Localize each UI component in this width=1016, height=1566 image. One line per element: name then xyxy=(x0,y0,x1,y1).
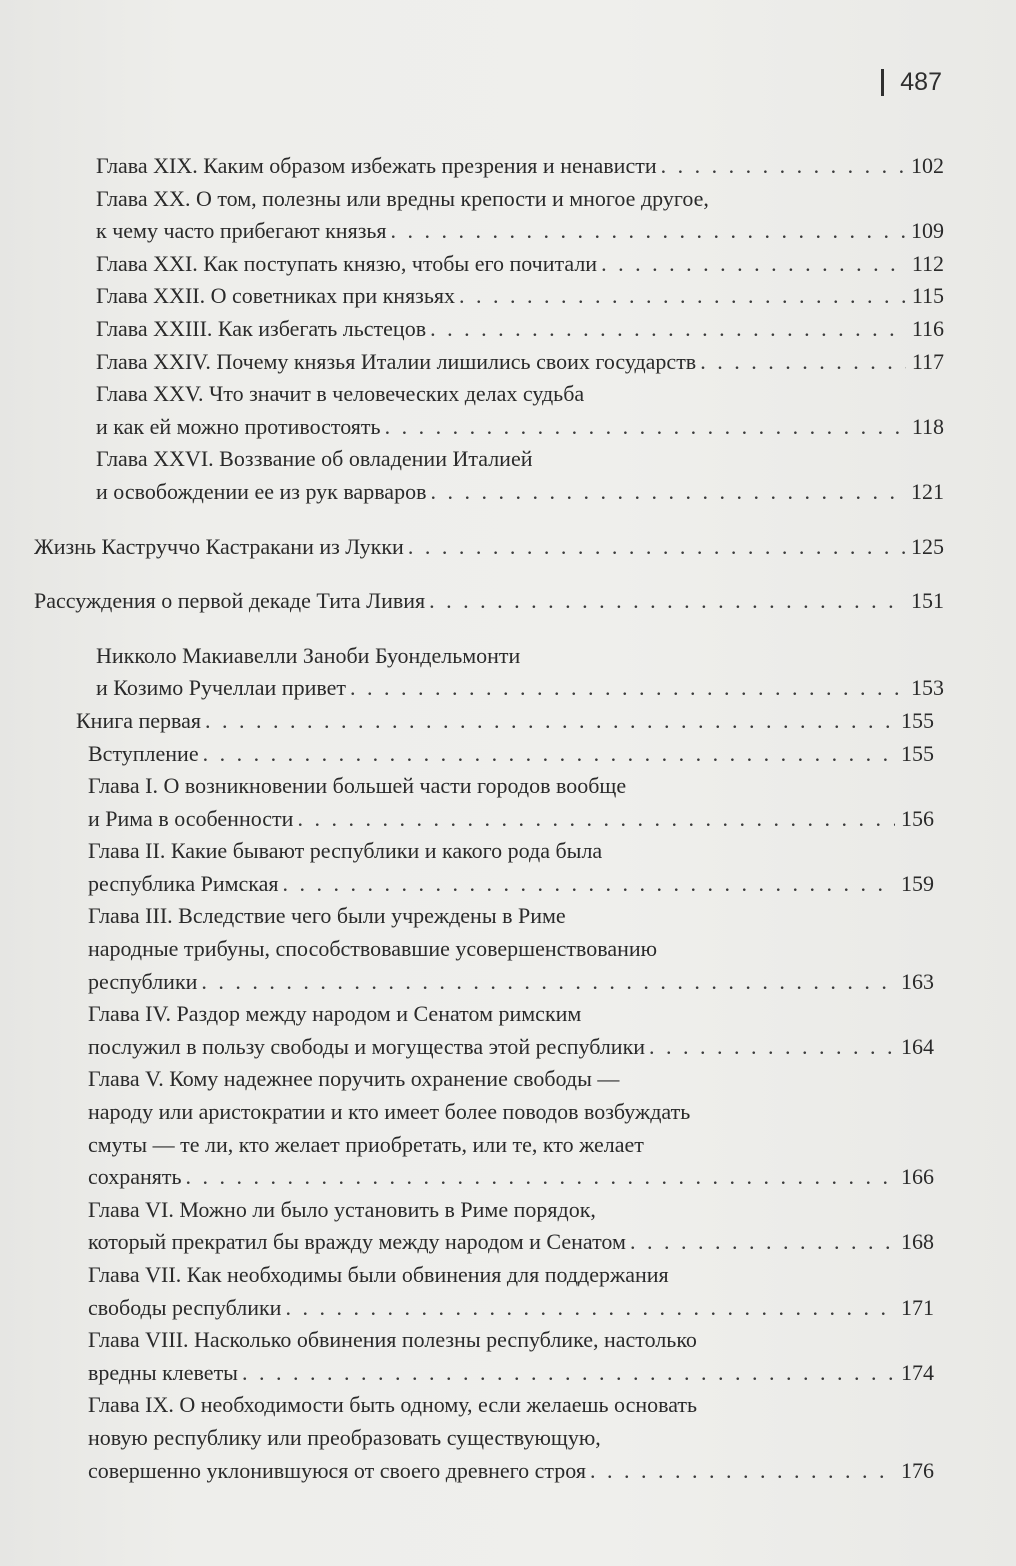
dot-leader xyxy=(385,411,906,444)
table-of-contents xyxy=(0,150,1016,1487)
toc-entry-title: и как ей можно противостоять xyxy=(96,413,381,439)
dot-leader xyxy=(205,705,895,738)
toc-entry-last-line xyxy=(76,705,934,738)
toc-entry-last-line xyxy=(88,1031,934,1064)
toc-entry-title: свободы республики xyxy=(88,1294,282,1320)
toc-entry-line: Глава III. Вследствие чего были учреждены в Риме xyxy=(88,903,566,929)
dot-leader xyxy=(283,868,895,901)
toc-entry-line: Глава VII. Как необходимы были обвинения для поддержания xyxy=(88,1262,669,1287)
toc-page-number: 102 xyxy=(911,153,944,178)
toc-entry xyxy=(0,443,1016,508)
toc-entry-title: Жизнь Каструччо Кастракани из Лукки xyxy=(34,533,404,559)
dot-leader xyxy=(285,1292,895,1325)
toc-entry-last-line xyxy=(96,150,944,183)
toc-entry-line: народные трибуны, способствовавшие усовершенствованию xyxy=(88,936,658,962)
toc-page-number: 153 xyxy=(911,675,944,701)
toc-entry-last-line xyxy=(88,1455,934,1488)
dot-leader xyxy=(408,531,905,564)
dot-leader xyxy=(700,346,906,379)
toc-entry-last-line xyxy=(96,411,944,444)
toc-entry-line: народу или аристократии и кто имеет более поводов возбуждать xyxy=(88,1099,691,1125)
dot-leader xyxy=(201,966,895,999)
toc-page-number: 159 xyxy=(901,870,934,896)
toc-entry xyxy=(0,150,1016,183)
toc-entry-line: Глава IV. Раздор между народом и Сенатом римским xyxy=(88,1001,582,1027)
toc-entry xyxy=(0,1324,1016,1389)
toc-entry-title: Глава XXIII. Как избегать льстецов xyxy=(96,315,427,341)
toc-entry-line: Глава I. О возникновении большей части городов вообще xyxy=(88,773,627,799)
dot-leader xyxy=(661,150,905,183)
toc-entry xyxy=(0,1389,1016,1487)
toc-entry-last-line xyxy=(96,248,944,281)
toc-entry xyxy=(0,640,1016,705)
toc-entry xyxy=(0,1259,1016,1324)
toc-page-number: 174 xyxy=(901,1359,934,1385)
toc-page-number: 166 xyxy=(901,1164,934,1190)
toc-entry-last-line xyxy=(96,280,944,313)
toc-entry-last-line xyxy=(96,215,944,248)
toc-page-number: 155 xyxy=(901,740,934,766)
toc-entry xyxy=(0,1194,1016,1259)
toc-page-number: 112 xyxy=(911,250,944,276)
toc-entry-line: смуты — те ли, кто желает приобретать, или те, кто желает xyxy=(88,1131,644,1157)
dot-leader xyxy=(630,1226,895,1259)
toc-entry-last-line xyxy=(96,346,944,379)
toc-entry xyxy=(0,900,1016,998)
toc-entry-last-line xyxy=(96,313,944,346)
toc-entry-last-line xyxy=(96,672,944,705)
toc-entry-title: Рассуждения о первой декаде Тита Ливия xyxy=(34,588,426,614)
toc-entry-title: сохранять xyxy=(88,1164,182,1190)
toc-entry xyxy=(0,585,1016,618)
toc-entry-title: и Козимо Ручеллаи привет xyxy=(96,675,346,701)
toc-entry-title: Книга первая xyxy=(76,707,202,733)
toc-entry-line: Глава II. Какие бывают республики и какого рода была xyxy=(88,838,603,864)
toc-entry xyxy=(0,738,1016,771)
toc-entry-line: Глава V. Кому надежнее поручить охранение свободы — xyxy=(88,1066,620,1092)
dot-leader xyxy=(430,313,906,346)
toc-page-number: 171 xyxy=(901,1294,934,1320)
toc-entry-last-line xyxy=(88,1357,934,1390)
toc-entry-title: послужил в пользу свободы и могущества этой республики xyxy=(88,1033,646,1059)
toc-page-number: 115 xyxy=(911,283,944,309)
toc-entry-line: новую республику или преобразовать существующую, xyxy=(88,1424,601,1450)
toc-entry-title: который прекратил бы вражду между народом и Сенатом xyxy=(88,1229,626,1255)
toc-entry-last-line xyxy=(34,585,944,618)
toc-entry-last-line xyxy=(88,1226,934,1259)
toc-page-number: 121 xyxy=(911,478,944,504)
dot-leader xyxy=(186,1161,895,1194)
toc-entry-last-line xyxy=(88,966,934,999)
toc-entry-title: Глава XXI. Как поступать князю, чтобы его почитали xyxy=(96,250,598,276)
toc-page-number: 109 xyxy=(911,218,944,244)
toc-page-number: 163 xyxy=(901,968,934,994)
toc-page-number: 116 xyxy=(911,315,944,341)
toc-entry xyxy=(0,183,1016,248)
toc-entry xyxy=(0,1063,1016,1193)
toc-entry-line: Глава XXV. Что значит в человеческих делах судьба xyxy=(96,381,585,407)
toc-entry xyxy=(0,835,1016,900)
toc-entry-last-line xyxy=(96,476,944,509)
dot-leader xyxy=(430,476,905,509)
toc-entry-line: Глава VIII. Насколько обвинения полезны республике, настолько xyxy=(88,1327,697,1353)
toc-entry-last-line xyxy=(88,868,934,901)
toc-entry xyxy=(0,248,1016,281)
page-number-text: 487 xyxy=(900,68,942,96)
toc-entry-title: и Рима в особенности xyxy=(88,805,294,831)
toc-page-number: 151 xyxy=(911,588,944,614)
toc-entry-title: Глава XXII. О советниках при князьях xyxy=(96,283,456,309)
toc-page-number: 155 xyxy=(901,707,934,733)
dot-leader xyxy=(391,215,905,248)
dot-leader xyxy=(242,1357,895,1390)
toc-entry-title: вредны клеветы xyxy=(88,1359,238,1385)
toc-page-number: 164 xyxy=(901,1033,934,1059)
toc-entry xyxy=(0,280,1016,313)
toc-entry xyxy=(0,313,1016,346)
toc-entry-title: и освобождении ее из рук варваров xyxy=(96,478,427,504)
toc-page-number: 118 xyxy=(911,413,944,439)
toc-entry-line: Глава IX. О необходимости быть одному, если желаешь основать xyxy=(88,1392,698,1418)
toc-entry-line: Глава XXVI. Воззвание об овладении Италией xyxy=(96,446,533,472)
toc-entry-title: Глава XIX. Каким образом избежать презрения и ненависти xyxy=(96,153,657,178)
toc-entry-line: Глава VI. Можно ли было установить в Риме порядок, xyxy=(88,1196,596,1222)
toc-page-number: 125 xyxy=(911,533,944,559)
toc-entry xyxy=(0,705,1016,738)
toc-entry-last-line xyxy=(88,803,934,836)
toc-entry-line: Никколо Макиавелли Заноби Буондельмонти xyxy=(96,642,521,668)
toc-entry xyxy=(0,531,1016,564)
toc-entry-title: Глава XXIV. Почему князья Италии лишились своих государств xyxy=(96,348,697,374)
toc-entry-last-line xyxy=(88,738,934,771)
dot-leader xyxy=(590,1455,895,1488)
toc-entry-title: республики xyxy=(88,968,198,994)
toc-entry-last-line xyxy=(88,1161,934,1194)
toc-page-number: 176 xyxy=(901,1457,934,1483)
toc-entry xyxy=(0,378,1016,443)
toc-entry-last-line xyxy=(34,531,944,564)
toc-entry xyxy=(0,998,1016,1063)
toc-page-number: 156 xyxy=(901,805,934,831)
toc-entry xyxy=(0,770,1016,835)
toc-entry xyxy=(0,346,1016,379)
toc-page-number: 168 xyxy=(901,1229,934,1255)
toc-entry-title: республика Римская xyxy=(88,870,279,896)
dot-leader xyxy=(203,738,895,771)
toc-entry-last-line xyxy=(88,1292,934,1325)
dot-leader xyxy=(601,248,906,281)
toc-entry-line: Глава XX. О том, полезны или вредны крепости и многое другое, xyxy=(96,185,709,211)
toc-entry-title: совершенно уклонившуюся от своего древнего строя xyxy=(88,1457,586,1483)
dot-leader xyxy=(429,585,905,618)
page-number xyxy=(881,68,942,97)
dot-leader xyxy=(350,672,905,705)
toc-page-number: 117 xyxy=(911,348,944,374)
toc-entry-title: Вступление xyxy=(88,740,199,766)
dot-leader xyxy=(459,280,906,313)
dot-leader xyxy=(297,803,895,836)
page-number-rule xyxy=(881,69,884,96)
dot-leader xyxy=(649,1031,895,1064)
toc-entry-title: к чему часто прибегают князья xyxy=(96,218,387,244)
